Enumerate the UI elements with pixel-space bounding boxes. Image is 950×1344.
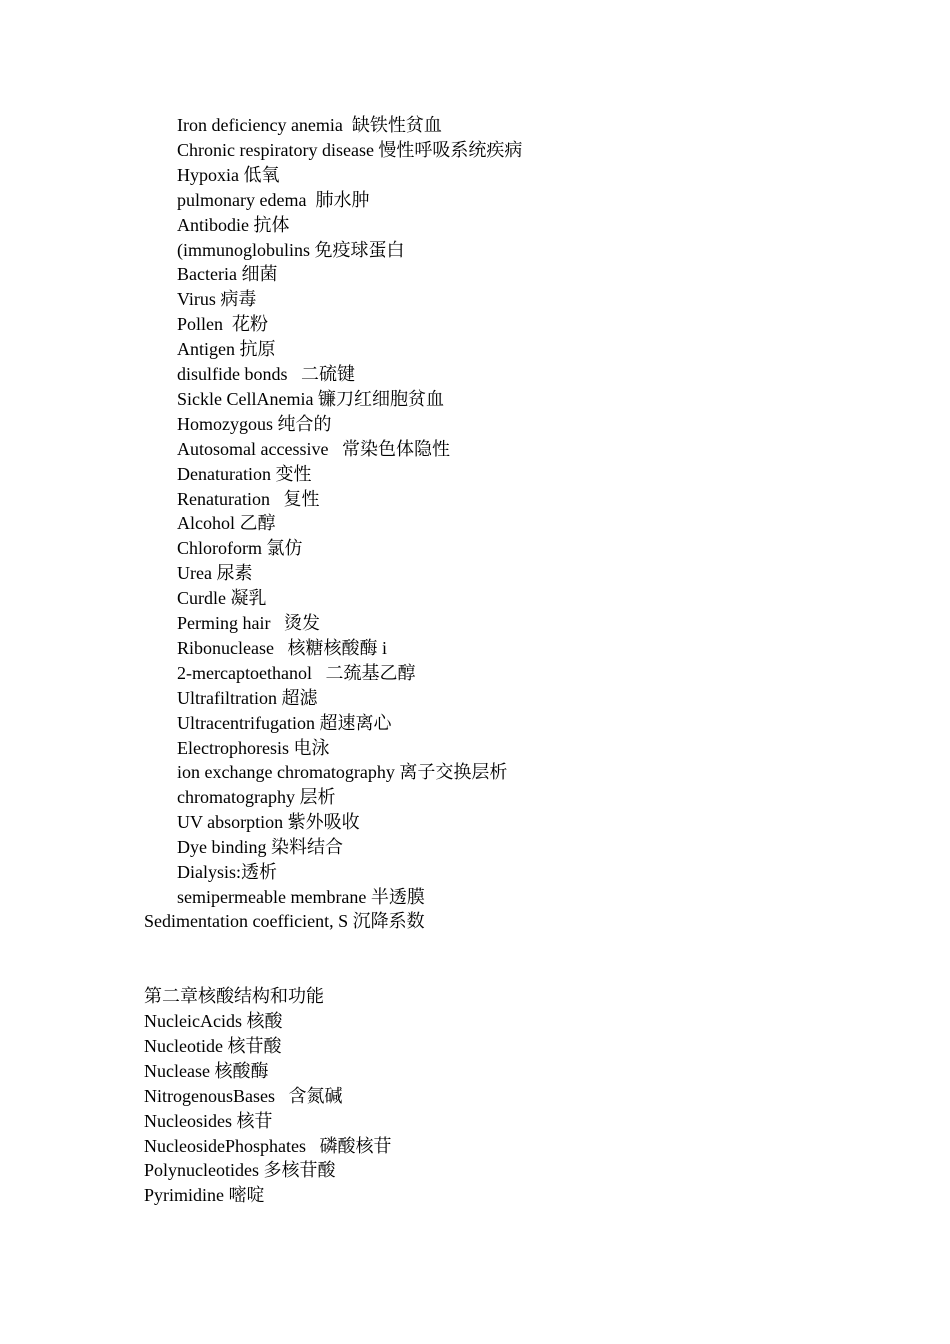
term-line: Electrophoresis 电泳 (177, 737, 330, 758)
chapter-term-line: NitrogenousBases 含氮碱 (144, 1085, 343, 1106)
chapter-term-line: Nucleosides 核苷 (144, 1110, 273, 1131)
term-line: Hypoxia 低氧 (177, 164, 280, 185)
term-line: disulfide bonds 二硫键 (177, 364, 355, 384)
term-line: Bacteria 细菌 (177, 264, 278, 285)
term-line: Ultrafiltration 超滤 (177, 687, 318, 708)
term-line: UV absorption 紫外吸收 (177, 812, 360, 833)
term-line: Autosomal accessive 常染色体隐性 (177, 438, 450, 459)
term-line: Iron deficiency anemia 缺铁性贫血 (177, 115, 442, 135)
term-line: Ultracentrifugation 超速离心 (177, 712, 392, 733)
chapter-term-line: Polynucleotides 多核苷酸 (144, 1160, 336, 1181)
chapter-term-line: Nucleotide 核苷酸 (144, 1035, 282, 1056)
term-line: Antigen 抗原 (177, 339, 276, 360)
chapter-term-line: Pyrimidine 嘧啶 (144, 1185, 265, 1206)
term-line: Dialysis:透析 (177, 862, 278, 882)
sedimentation-term: Sedimentation coefficient, S 沉降系数 (144, 911, 425, 931)
term-line: Virus 病毒 (177, 289, 257, 310)
chapter-term-line: Nuclease 核酸酶 (144, 1060, 269, 1081)
term-line: Ribonuclease 核糖核酸酶 i (177, 637, 387, 658)
chapter-term-line: NucleicAcids 核酸 (144, 1011, 283, 1031)
term-line: Alcohol 乙醇 (177, 513, 276, 534)
chapter-term-line: NucleosidePhosphates 磷酸核苷 (144, 1135, 392, 1156)
term-line: (immunoglobulins 免疫球蛋白 (177, 239, 405, 260)
term-line: Antibodie 抗体 (177, 214, 290, 235)
term-line: Chronic respiratory disease 慢性呼吸系统疾病 (177, 139, 523, 160)
term-line: Sickle CellAnemia 镰刀红细胞贫血 (177, 388, 444, 409)
chapter-heading: 第二章核酸结构和功能 (144, 986, 324, 1006)
term-line: chromatography 层析 (177, 787, 336, 808)
term-line: Homozygous 纯合的 (177, 413, 332, 434)
term-line: semipermeable membrane 半透膜 (177, 886, 425, 907)
term-line: ion exchange chromatography 离子交换层析 (177, 762, 508, 783)
term-line: Pollen 花粉 (177, 314, 269, 335)
term-line: Renaturation 复性 (177, 488, 320, 509)
term-line: Urea 尿素 (177, 563, 253, 584)
term-line: Chloroform 氯仿 (177, 538, 303, 559)
term-line: Perming hair 烫发 (177, 613, 320, 633)
term-line: Dye binding 染料结合 (177, 837, 343, 858)
term-line: Curdle 凝乳 (177, 588, 267, 609)
term-line: pulmonary edema 肺水肿 (177, 189, 370, 210)
term-line: 2-mercaptoethanol 二巯基乙醇 (177, 662, 416, 683)
term-line: Denaturation 变性 (177, 463, 312, 484)
